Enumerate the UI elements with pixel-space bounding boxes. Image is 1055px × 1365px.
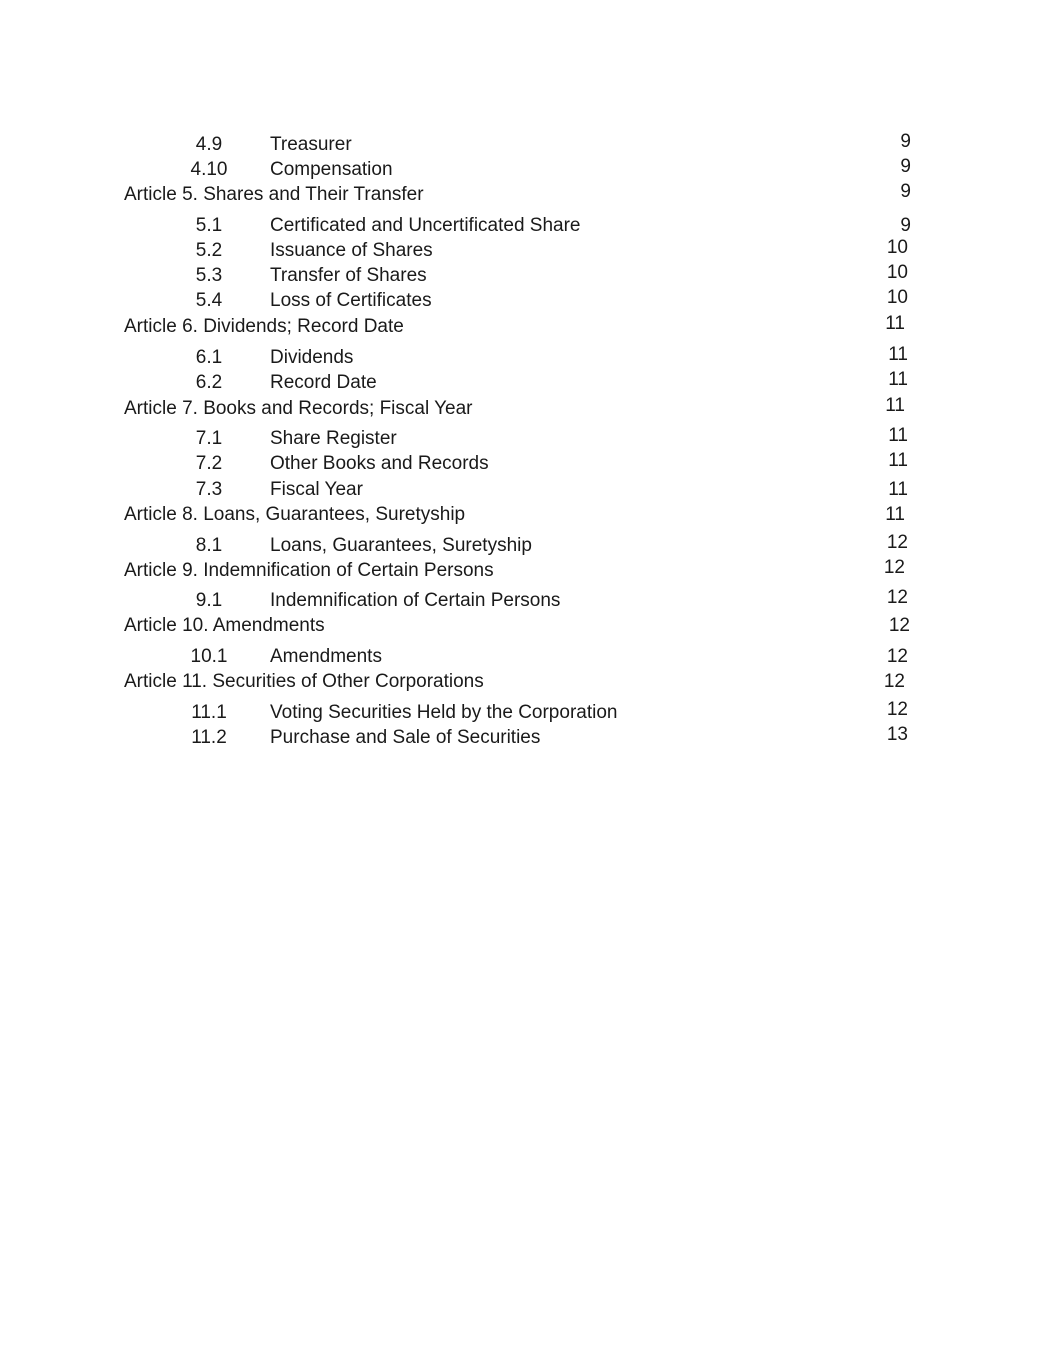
page-number: 11 [888, 369, 908, 390]
toc-entry-article[interactable] [0, 559, 1055, 583]
page-number: 10 [886, 287, 908, 308]
section-title: Record Date [270, 372, 377, 393]
toc-entry-section[interactable] [0, 427, 1055, 451]
section-number: 4.10 [190, 159, 228, 180]
page-number: 12 [883, 671, 905, 692]
article-title: Article 7. Books and Records; Fiscal Year [124, 398, 473, 419]
section-title: Purchase and Sale of Securities [270, 727, 541, 748]
section-number: 6.1 [195, 347, 223, 368]
section-title: Dividends [270, 347, 354, 368]
page-number: 11 [885, 395, 905, 416]
toc-entry-article[interactable] [0, 183, 1055, 207]
section-title: Share Register [270, 428, 397, 449]
article-title: Article 8. Loans, Guarantees, Suretyship [124, 504, 466, 525]
page-number: 11 [885, 504, 905, 525]
section-title: Fiscal Year [270, 479, 363, 500]
toc-entry-section[interactable] [0, 726, 1055, 750]
section-title: Transfer of Shares [270, 265, 427, 286]
section-number: 6.2 [195, 372, 223, 393]
article-title: Article 11. Securities of Other Corporations [124, 671, 484, 692]
toc-entry-section[interactable] [0, 214, 1055, 238]
toc-entry-section[interactable] [0, 701, 1055, 725]
section-title: Voting Securities Held by the Corporation [270, 702, 618, 723]
page-number: 12 [886, 646, 908, 667]
page-number: 12 [886, 587, 908, 608]
section-title: Loss of Certificates [270, 290, 432, 311]
section-title: Certificated and Uncertificated Share [270, 215, 581, 236]
toc-entry-section[interactable] [0, 239, 1055, 263]
section-number: 9.1 [195, 590, 223, 611]
section-number: 10.1 [190, 646, 228, 667]
toc-entry-article[interactable] [0, 315, 1055, 339]
page-number: 11 [888, 479, 908, 500]
toc-entry-article[interactable] [0, 670, 1055, 694]
toc-entry-section[interactable] [0, 452, 1055, 476]
article-title: Article 9. Indemnification of Certain Persons [124, 560, 494, 581]
section-number: 8.1 [195, 535, 223, 556]
section-number: 7.3 [195, 479, 223, 500]
page-number: 10 [886, 262, 908, 283]
page-number: 9 [900, 181, 911, 202]
toc-entry-section[interactable] [0, 534, 1055, 558]
section-number: 5.2 [195, 240, 223, 261]
section-number: 4.9 [195, 134, 223, 155]
toc-entry-article[interactable] [0, 503, 1055, 527]
toc-entry-section[interactable] [0, 371, 1055, 395]
section-number: 7.2 [195, 453, 223, 474]
section-title: Compensation [270, 159, 393, 180]
toc-entry-section[interactable] [0, 645, 1055, 669]
toc-entry-section[interactable] [0, 264, 1055, 288]
toc-entry-article[interactable] [0, 397, 1055, 421]
page-number: 10 [886, 237, 908, 258]
toc-entry-section[interactable] [0, 589, 1055, 613]
page-number: 11 [885, 313, 905, 334]
page-number: 12 [888, 615, 910, 636]
section-number: 5.4 [195, 290, 223, 311]
page-number: 9 [900, 215, 911, 236]
page-number: 12 [886, 699, 908, 720]
toc-entry-section[interactable] [0, 289, 1055, 313]
page-number: 9 [900, 131, 911, 152]
page-number: 11 [888, 344, 908, 365]
page-number: 11 [888, 425, 908, 446]
toc-entry-section[interactable] [0, 478, 1055, 502]
page-number: 9 [900, 156, 911, 177]
section-title: Indemnification of Certain Persons [270, 590, 561, 611]
section-title: Issuance of Shares [270, 240, 433, 261]
article-title: Article 6. Dividends; Record Date [124, 316, 404, 337]
article-title: Article 5. Shares and Their Transfer [124, 184, 424, 205]
page-number: 12 [883, 557, 905, 578]
section-title: Other Books and Records [270, 453, 489, 474]
toc-entry-section[interactable] [0, 133, 1055, 157]
section-number: 5.3 [195, 265, 223, 286]
page-number: 12 [886, 532, 908, 553]
article-title: Article 10. Amendments [124, 615, 325, 636]
section-number: 11.2 [191, 727, 227, 748]
page-number: 13 [886, 724, 908, 745]
toc-entry-section[interactable] [0, 158, 1055, 182]
toc-entry-section[interactable] [0, 346, 1055, 370]
section-number: 5.1 [195, 215, 223, 236]
section-number: 11.1 [191, 702, 227, 723]
section-title: Treasurer [270, 134, 352, 155]
section-title: Amendments [270, 646, 382, 667]
section-title: Loans, Guarantees, Suretyship [270, 535, 532, 556]
toc-entry-article[interactable] [0, 614, 1055, 638]
page-number: 11 [888, 450, 908, 471]
section-number: 7.1 [195, 428, 223, 449]
